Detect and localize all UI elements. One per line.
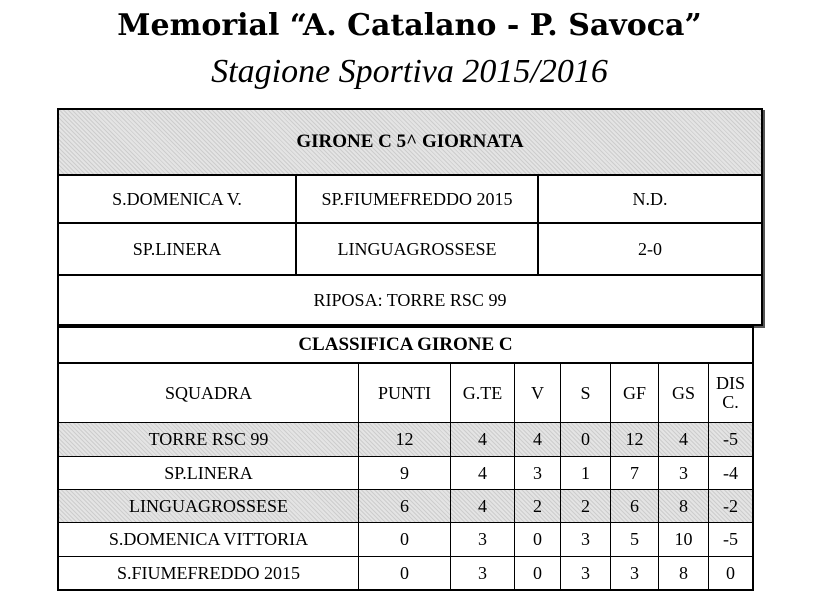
row-4-s: 3 — [561, 523, 611, 557]
row-2-v: 3 — [515, 457, 561, 490]
col-header-disc-line2: C. — [722, 392, 739, 412]
match-1-away: SP.FIUMEFREDDO 2015 — [297, 176, 539, 224]
col-header-disc — [709, 364, 752, 423]
match-2-result: 2-0 — [539, 224, 761, 276]
col-header-s: S — [561, 364, 611, 423]
row-3-gte: 4 — [451, 490, 515, 523]
row-5-s: 3 — [561, 557, 611, 589]
row-4-disc: -5 — [709, 523, 752, 557]
row-3-s: 2 — [561, 490, 611, 523]
row-1-gte: 4 — [451, 423, 515, 457]
row-3-squadra: LINGUAGROSSESE — [59, 490, 359, 523]
row-1-punti: 12 — [359, 423, 451, 457]
row-2-squadra: SP.LINERA — [59, 457, 359, 490]
row-3-v: 2 — [515, 490, 561, 523]
col-header-disc-line1: DIS — [715, 373, 745, 394]
row-5-v: 0 — [515, 557, 561, 589]
row-3-gs: 8 — [659, 490, 709, 523]
row-3-disc: -2 — [709, 490, 752, 523]
matchday-panel — [57, 108, 763, 326]
row-2-gte: 4 — [451, 457, 515, 490]
match-2-home: SP.LINERA — [59, 224, 297, 276]
row-1-s: 0 — [561, 423, 611, 457]
season-subtitle: Stagione Sportiva 2015/2016 — [211, 53, 608, 90]
row-3-gf: 6 — [611, 490, 659, 523]
row-5-punti: 0 — [359, 557, 451, 589]
row-5-squadra: S.FIUMEFREDDO 2015 — [59, 557, 359, 589]
row-1-v: 4 — [515, 423, 561, 457]
col-header-punti: PUNTI — [359, 364, 451, 423]
row-4-gte: 3 — [451, 523, 515, 557]
row-1-disc: -5 — [709, 423, 752, 457]
row-4-gs: 10 — [659, 523, 709, 557]
row-4-squadra: S.DOMENICA VITTORIA — [59, 523, 359, 557]
col-header-gf: GF — [611, 364, 659, 423]
row-1-gf: 12 — [611, 423, 659, 457]
match-2-away: LINGUAGROSSESE — [297, 224, 539, 276]
col-header-squadra: SQUADRA — [59, 364, 359, 423]
row-2-gf: 7 — [611, 457, 659, 490]
row-3-punti: 6 — [359, 490, 451, 523]
row-4-v: 0 — [515, 523, 561, 557]
standings-title: CLASSIFICA GIRONE C — [59, 326, 752, 364]
match-1-result: N.D. — [539, 176, 761, 224]
row-2-punti: 9 — [359, 457, 451, 490]
row-5-disc: 0 — [726, 562, 735, 583]
row-5-gs: 8 — [659, 557, 709, 589]
col-header-gs: GS — [659, 364, 709, 423]
row-5-gf: 3 — [611, 557, 659, 589]
row-5-gte: 3 — [451, 557, 515, 589]
row-1-gs: 4 — [659, 423, 709, 457]
col-header-v: V — [515, 364, 561, 423]
row-1-squadra: TORRE RSC 99 — [59, 423, 359, 457]
match-1-home: S.DOMENICA V. — [59, 176, 297, 224]
row-2-s: 1 — [561, 457, 611, 490]
col-header-gte: G.TE — [451, 364, 515, 423]
row-2-gs: 3 — [659, 457, 709, 490]
row-4-gf: 5 — [611, 523, 659, 557]
page-title: Memorial “A. Catalano - P. Savoca” — [117, 8, 702, 43]
row-2-disc: -4 — [709, 457, 752, 490]
row-4-punti: 0 — [359, 523, 451, 557]
bye-team: RIPOSA: TORRE RSC 99 — [313, 289, 507, 310]
matchday-title: GIRONE C 5^ GIORNATA — [59, 110, 761, 176]
standings-table — [57, 326, 754, 591]
